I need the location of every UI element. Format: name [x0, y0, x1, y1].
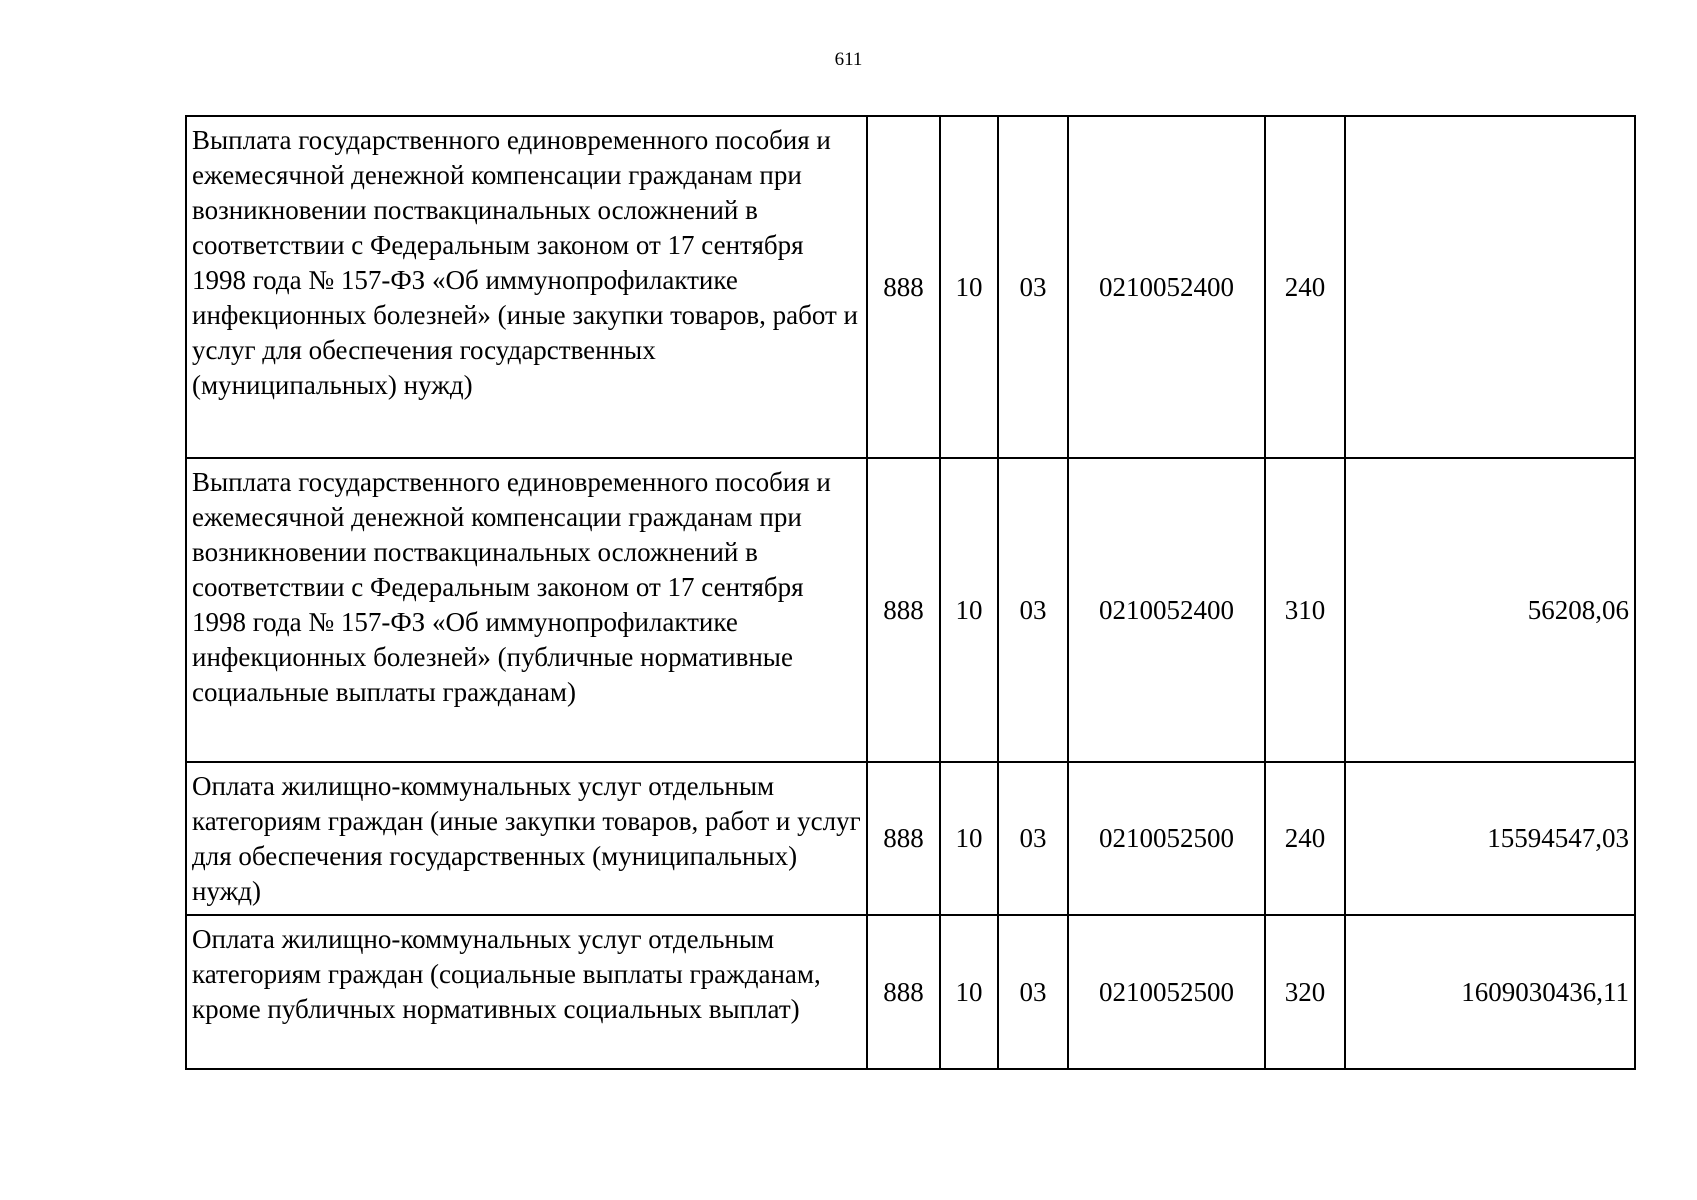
table-row [186, 762, 1635, 915]
subsection-code: 03 [998, 458, 1068, 762]
amount: 1609030436,11 [1345, 915, 1635, 1069]
budget-table [185, 115, 1636, 1070]
expense-type-code: 240 [1265, 116, 1345, 458]
amount [1345, 116, 1635, 458]
subsection-code: 03 [998, 762, 1068, 915]
table-row [186, 116, 1635, 458]
grbs-code: 888 [867, 116, 940, 458]
row-description: Оплата жилищно-коммунальных услуг отдельным категориям граждан (иные закупки товаров, работ и услуг для обеспечения государственных (муниципальных) нужд) [186, 762, 867, 915]
section-code: 10 [940, 762, 998, 915]
target-article-code: 0210052400 [1068, 116, 1265, 458]
section-code: 10 [940, 116, 998, 458]
amount: 15594547,03 [1345, 762, 1635, 915]
row-description: Выплата государственного единовременного пособия и ежемесячной денежной компенсации гражданам при возникновении поствакцинальных осложнений в соответствии с Федеральным законом от 17 сентября 1998 года № 157-ФЗ «Об иммунопрофилактике инфекционных болезней» (публичные нормативные социальные выплаты гражданам) [186, 458, 867, 762]
amount: 56208,06 [1345, 458, 1635, 762]
grbs-code: 888 [867, 915, 940, 1069]
target-article-code: 0210052500 [1068, 915, 1265, 1069]
section-code: 10 [940, 915, 998, 1069]
target-article-code: 0210052400 [1068, 458, 1265, 762]
section-code: 10 [940, 458, 998, 762]
row-description: Оплата жилищно-коммунальных услуг отдельным категориям граждан (социальные выплаты гражданам, кроме публичных нормативных социальных выплат) [186, 915, 867, 1069]
expense-type-code: 310 [1265, 458, 1345, 762]
subsection-code: 03 [998, 915, 1068, 1069]
expense-type-code: 240 [1265, 762, 1345, 915]
expense-type-code: 320 [1265, 915, 1345, 1069]
subsection-code: 03 [998, 116, 1068, 458]
row-description: Выплата государственного единовременного пособия и ежемесячной денежной компенсации гражданам при возникновении поствакцинальных осложнений в соответствии с Федеральным законом от 17 сентября 1998 года № 157-ФЗ «Об иммунопрофилактике инфекционных болезней» (иные закупки товаров, работ и услуг для обеспечения государственных (муниципальных) нужд) [186, 116, 867, 458]
table-row [186, 458, 1635, 762]
grbs-code: 888 [867, 458, 940, 762]
page-number: 611 [834, 49, 863, 70]
grbs-code: 888 [867, 762, 940, 915]
table-row [186, 915, 1635, 1069]
target-article-code: 0210052500 [1068, 762, 1265, 915]
